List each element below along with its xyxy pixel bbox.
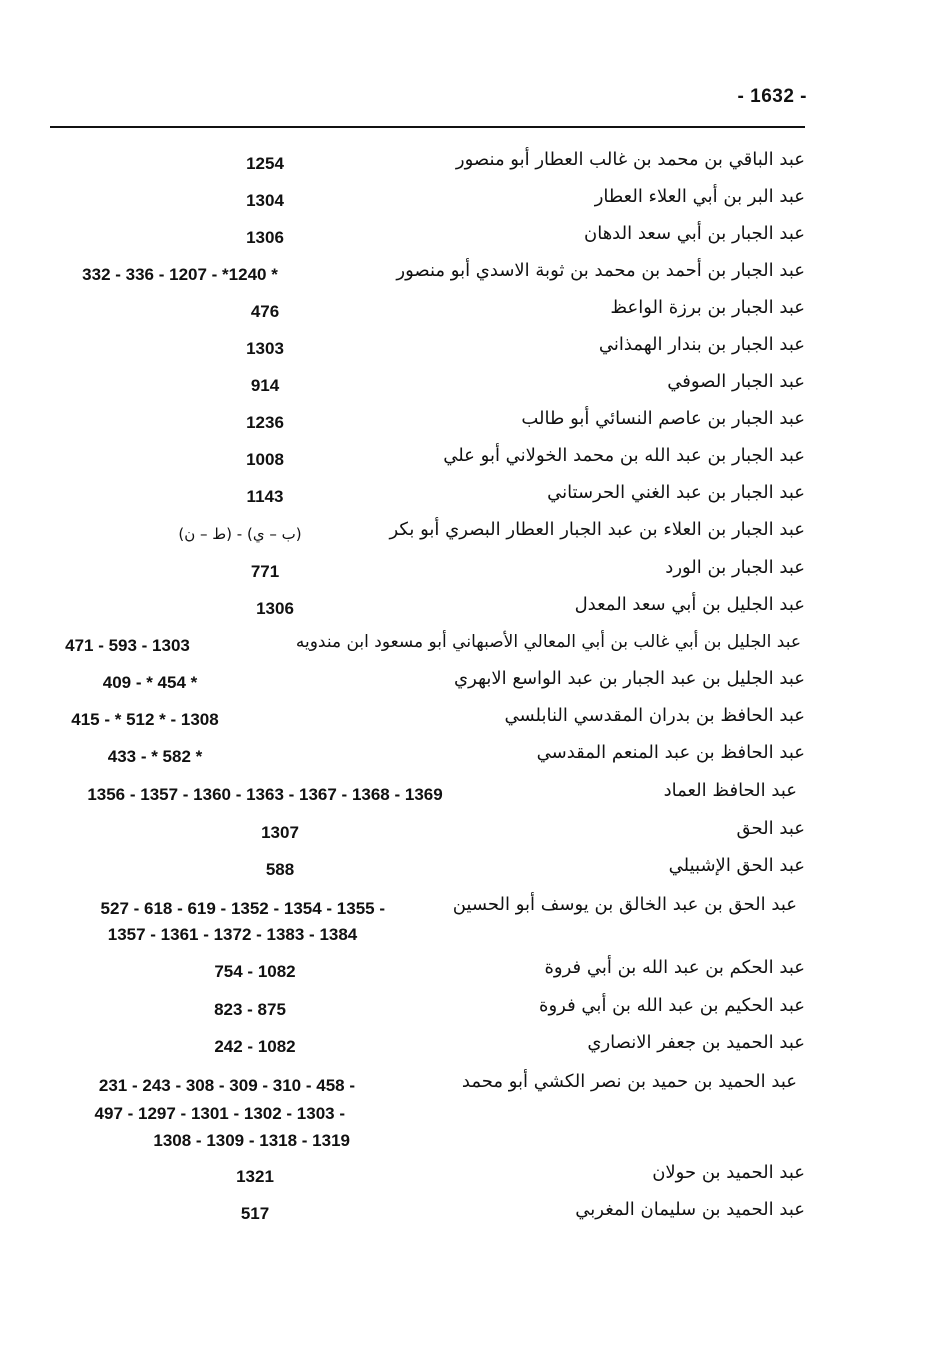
entry-name: عبد الحافظ بن عبد المنعم المقدسي (536, 742, 805, 763)
entry-refs: 1321 (236, 1167, 274, 1186)
entry-name: عبد البر بن أبي العلاء العطار (594, 186, 805, 207)
entry-refs: 409 - * 454 * (102, 673, 198, 692)
entry-name: عبد الجليل بن أبي سعد المعدل (574, 594, 805, 615)
entry-name: عبد الجليل بن أبي غالب بن أبي المعالي الأصبهاني أبو مسعود ابن مندويه (295, 632, 801, 652)
entry-refs: 517 (240, 1204, 270, 1223)
entry-name: عبد الجبار بن بندار الهمذاني (598, 334, 805, 355)
entry-refs: 1307 (261, 823, 299, 842)
entry-name: عبد الجبار بن الورد (665, 557, 805, 578)
entry-refs: 588 (265, 860, 295, 879)
entry-name: عبد الحق بن عبد الخالق بن يوسف أبو الحسين (452, 894, 797, 915)
entry-refs: 1303 (246, 339, 284, 358)
entry-refs: 1357 - 1361 - 1372 - 1383 - 1384 (107, 925, 358, 944)
entry-refs: 476 (250, 302, 280, 321)
entry-refs: 771 (250, 562, 280, 581)
entry-name: عبد الجبار بن برزة الواعظ (610, 297, 805, 318)
entry-name: عبد الحق الإشبيلي (668, 855, 805, 876)
entry-name: عبد الجبار الصوفي (667, 371, 805, 392)
entry-refs: 332 - 336 - 1207 - *1240 * (82, 265, 278, 284)
entry-refs: 1008 (246, 450, 284, 469)
entry-refs: 527 - 618 - 619 - 1352 - 1354 - 1355 - (100, 899, 385, 918)
entry-refs: 1143 (246, 487, 284, 506)
entry-name: عبد الحافظ العماد (663, 780, 797, 801)
entry-name: عبد الجبار بن عاصم النسائي أبو طالب (521, 408, 805, 429)
entry-name: عبد الحكيم بن عبد الله بن أبي فروة (539, 995, 805, 1016)
entry-refs: 1306 (246, 228, 284, 247)
entry-refs: 1356 - 1357 - 1360 - 1363 - 1367 - 1368 - 1369 (87, 785, 443, 804)
entry-name: عبد الحميد بن جعفر الانصاري (587, 1032, 805, 1053)
entry-refs: 914 (250, 376, 280, 395)
entry-refs: 1236 (246, 413, 284, 432)
entry-name: عبد الجبار بن أبي سعد الدهان (583, 223, 805, 244)
entry-name: عبد الباقي بن محمد بن غالب العطار أبو منصور (455, 149, 805, 170)
entry-name: عبد الحميد بن سليمان المغربي (575, 1199, 805, 1220)
entry-name: عبد الحافظ بن بدران المقدسي النابلسي (504, 705, 805, 726)
entry-refs: 1304 (246, 191, 284, 210)
entry-refs: 1308 - 1309 - 1318 - 1319 (153, 1131, 350, 1150)
entry-name: عبد الجبار بن العلاء بن عبد الجبار العطار البصري أبو بكر (389, 519, 805, 540)
entry-name: عبد الجبار بن أحمد بن محمد بن ثوبة الاسدي أبو منصور (396, 260, 805, 281)
entry-refs: 415 - * 512 * - 1308 (71, 710, 219, 729)
page-number: - 1632 - (737, 86, 807, 107)
entry-refs: 231 - 243 - 308 - 309 - 310 - 458 - (98, 1076, 355, 1095)
entry-name: عبد الحميد بن حميد بن نصر الكشي أبو محمد (461, 1071, 797, 1092)
entry-refs: 1254 (246, 154, 284, 173)
entry-refs: 242 - 1082 (214, 1037, 296, 1056)
entry-name: عبد الحميد بن حولان (652, 1162, 805, 1183)
entry-refs: 754 - 1082 (214, 962, 296, 981)
entry-name: عبد الحكم بن عبد الله بن أبي فروة (544, 957, 805, 978)
entry-name: عبد الجبار بن عبد الله بن محمد الخولاني أبو علي (443, 445, 805, 466)
entry-name: عبد الجبار بن عبد الغني الحرستاني (547, 482, 805, 503)
entry-refs: 1306 (256, 599, 294, 618)
entry-name: عبد الجليل بن عبد الجبار بن عبد الواسع الابهري (454, 668, 805, 689)
entry-refs: 471 - 593 - 1303 (65, 636, 190, 655)
entry-refs: 497 - 1297 - 1301 - 1302 - 1303 - (94, 1104, 345, 1123)
entry-refs: (ب – ي) - (ط – ن) (178, 525, 302, 543)
entry-refs: 823 - 875 (214, 1000, 286, 1019)
entry-refs: 433 - * 582 * (107, 747, 203, 766)
entry-name: عبد الحق (736, 818, 805, 839)
